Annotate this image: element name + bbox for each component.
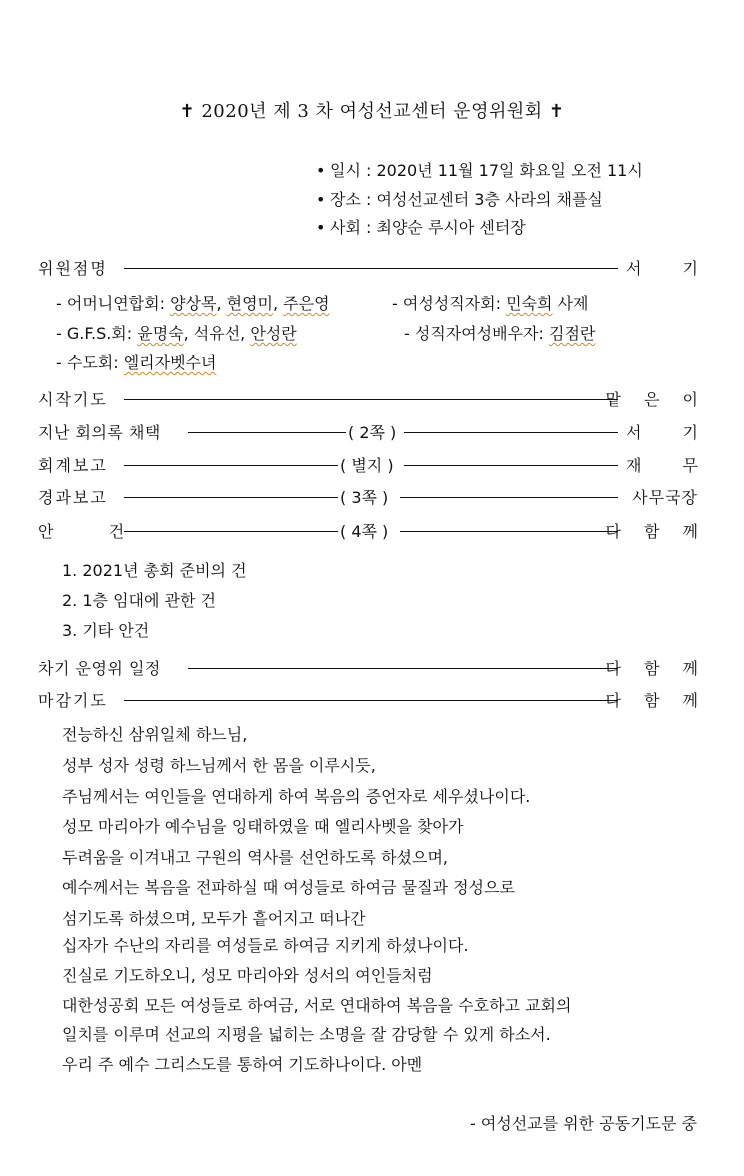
agenda-closing-prayer-label: 마감기도 bbox=[38, 691, 108, 710]
member-name: 안성란 bbox=[250, 324, 297, 343]
agenda-list-item: 3. 기타 안건 bbox=[62, 621, 150, 640]
agenda-next-meeting-presenter: 다 함 께 bbox=[605, 659, 707, 678]
member-name: 양상목 bbox=[170, 294, 217, 313]
prayer-line: 십자가 수난의 자리를 여성들로 하여금 지키게 하셨나이다. bbox=[62, 936, 469, 955]
member-spouse bbox=[404, 321, 595, 344]
agenda-minutes-page: ( 2쪽 ) bbox=[348, 423, 397, 442]
agenda-minutes-label: 지난 회의록 채택 bbox=[38, 423, 161, 442]
member-mothers: - 어머니연합회: 양상목, 현영미, 주은영 bbox=[56, 294, 330, 313]
agenda-accounting-presenter: 재 무 bbox=[626, 456, 716, 475]
agenda-next-meeting bbox=[38, 656, 707, 680]
agenda-accounting-page: ( 별지 ) bbox=[340, 456, 394, 475]
agenda-roll-call bbox=[38, 256, 716, 280]
member-name: 윤명숙 bbox=[137, 324, 184, 343]
info-place-label: 장소 bbox=[330, 190, 361, 209]
info-date-label: 일시 bbox=[330, 161, 361, 180]
prayer-line: 진실로 기도하오니, 성모 마리아와 성서의 여인들처럼 bbox=[62, 966, 433, 985]
member-clergy-prefix: - 여성성직자회: bbox=[392, 294, 507, 313]
agenda-roll-call-label: 위원점명 bbox=[38, 259, 108, 278]
agenda-items bbox=[38, 519, 707, 543]
prayer-line: 대한성공회 모든 여성들로 하여금, 서로 연대하여 복음을 수호하고 교회의 bbox=[62, 996, 572, 1015]
prayer-line: 성모 마리아가 예수님을 잉태하였을 때 엘리사벳을 찾아가 bbox=[62, 817, 464, 836]
agenda-minutes-presenter: 서 기 bbox=[626, 423, 716, 442]
agenda-items-presenter: 다 함 께 bbox=[605, 522, 707, 541]
agenda-progress bbox=[38, 485, 698, 509]
agenda-opening-prayer-presenter: 맡 은 이 bbox=[605, 390, 707, 409]
info-place-value: 여성선교센터 3층 사라의 채플실 bbox=[376, 190, 603, 209]
agenda-accounting bbox=[38, 453, 716, 477]
prayer-line: 성부 성자 성령 하느님께서 한 몸을 이루시듯, bbox=[62, 756, 376, 775]
member-name: 엘리자벳수녀 bbox=[123, 353, 217, 372]
member-gfs: - G.F.S.회: 윤명숙, 석유선, 안성란 bbox=[56, 324, 297, 343]
info-host: • 사회 : 최양순 루시아 센터장 bbox=[316, 218, 526, 237]
info-date: • 일시 : 2020년 11월 17일 화요일 오전 11시 bbox=[316, 161, 643, 180]
agenda-list-item: 2. 1층 임대에 관한 건 bbox=[62, 591, 216, 610]
member-mothers-prefix: - 어머니연합회: bbox=[56, 294, 171, 313]
info-place: • 장소 : 여성선교센터 3층 사라의 채플실 bbox=[316, 190, 603, 209]
agenda-progress-page: ( 3쪽 ) bbox=[340, 488, 389, 507]
member-clergy-suffix: 사제 bbox=[552, 294, 589, 313]
agenda-progress-presenter: 사무국장 bbox=[632, 488, 698, 507]
bullet-icon: • bbox=[316, 161, 326, 180]
prayer-source: - 여성선교를 위한 공동기도문 중 bbox=[469, 1114, 697, 1133]
member-nun bbox=[56, 350, 216, 373]
member-nun-prefix: - 수도회: bbox=[56, 353, 124, 372]
info-host-value: 최양순 루시아 센터장 bbox=[376, 218, 526, 237]
prayer-line: 섬기도록 하셨으며, 모두가 흩어지고 떠나간 bbox=[62, 909, 366, 928]
prayer-line: 우리 주 예수 그리스도를 통하여 기도하나이다. 아멘 bbox=[62, 1055, 423, 1074]
agenda-progress-label: 경과보고 bbox=[38, 488, 108, 507]
leader-line bbox=[400, 497, 618, 498]
leader-line bbox=[124, 465, 338, 466]
document-title: ✝ 2020년 제 3 차 여성선교센터 운영위원회 ✝ bbox=[179, 101, 565, 122]
agenda-items-label: 안 건 bbox=[38, 522, 135, 541]
bullet-icon: • bbox=[316, 218, 326, 237]
prayer-line: 일치를 이루며 선교의 지평을 넓히는 소명을 잘 감당할 수 있게 하소서. bbox=[62, 1025, 551, 1044]
prayer-line: 예수께서는 복음을 전파하실 때 여성들로 하여금 물질과 정성으로 bbox=[62, 878, 515, 897]
prayer-line: 주님께서는 여인들을 연대하게 하여 복음의 증언자로 세우셨나이다. bbox=[62, 787, 531, 806]
agenda-items-page: ( 4쪽 ) bbox=[340, 522, 389, 541]
leader-line bbox=[124, 268, 618, 269]
member-name: 김점란 bbox=[548, 324, 596, 343]
leader-line bbox=[124, 399, 618, 400]
leader-line bbox=[124, 700, 618, 701]
bullet-icon: • bbox=[316, 190, 326, 209]
member-name: 석유선 bbox=[193, 324, 241, 343]
prayer-line: 전능하신 삼위일체 하느님, bbox=[62, 725, 248, 744]
agenda-minutes bbox=[38, 420, 716, 444]
agenda-next-meeting-label: 차기 운영위 일정 bbox=[38, 659, 161, 678]
leader-line bbox=[404, 465, 618, 466]
agenda-closing-prayer-presenter: 다 함 께 bbox=[605, 691, 707, 710]
member-name: 현영미 bbox=[226, 294, 273, 313]
leader-line bbox=[188, 432, 346, 433]
member-clergy bbox=[392, 291, 588, 314]
agenda-accounting-label: 회계보고 bbox=[38, 456, 108, 475]
agenda-opening-prayer-label: 시작기도 bbox=[38, 390, 108, 409]
leader-line bbox=[124, 531, 338, 532]
member-gfs-prefix: - G.F.S.회: bbox=[56, 324, 138, 343]
agenda-list-item: 1. 2021년 총회 준비의 건 bbox=[62, 561, 247, 580]
member-name: 주은영 bbox=[283, 294, 330, 313]
agenda-roll-call-presenter: 서 기 bbox=[626, 259, 716, 278]
info-date-value: 2020년 11월 17일 화요일 오전 11시 bbox=[376, 161, 643, 180]
leader-line bbox=[188, 668, 618, 669]
info-host-label: 사회 bbox=[330, 218, 361, 237]
member-name: 민숙희 bbox=[506, 294, 553, 313]
prayer-line: 두려움을 이겨내고 구원의 역사를 선언하도록 하셨으며, bbox=[62, 848, 449, 867]
leader-line bbox=[124, 497, 338, 498]
member-spouse-prefix: - 성직자여성배우자: bbox=[404, 324, 549, 343]
leader-line bbox=[400, 531, 618, 532]
agenda-closing-prayer bbox=[38, 688, 707, 712]
agenda-opening-prayer bbox=[38, 387, 707, 411]
leader-line bbox=[404, 432, 618, 433]
